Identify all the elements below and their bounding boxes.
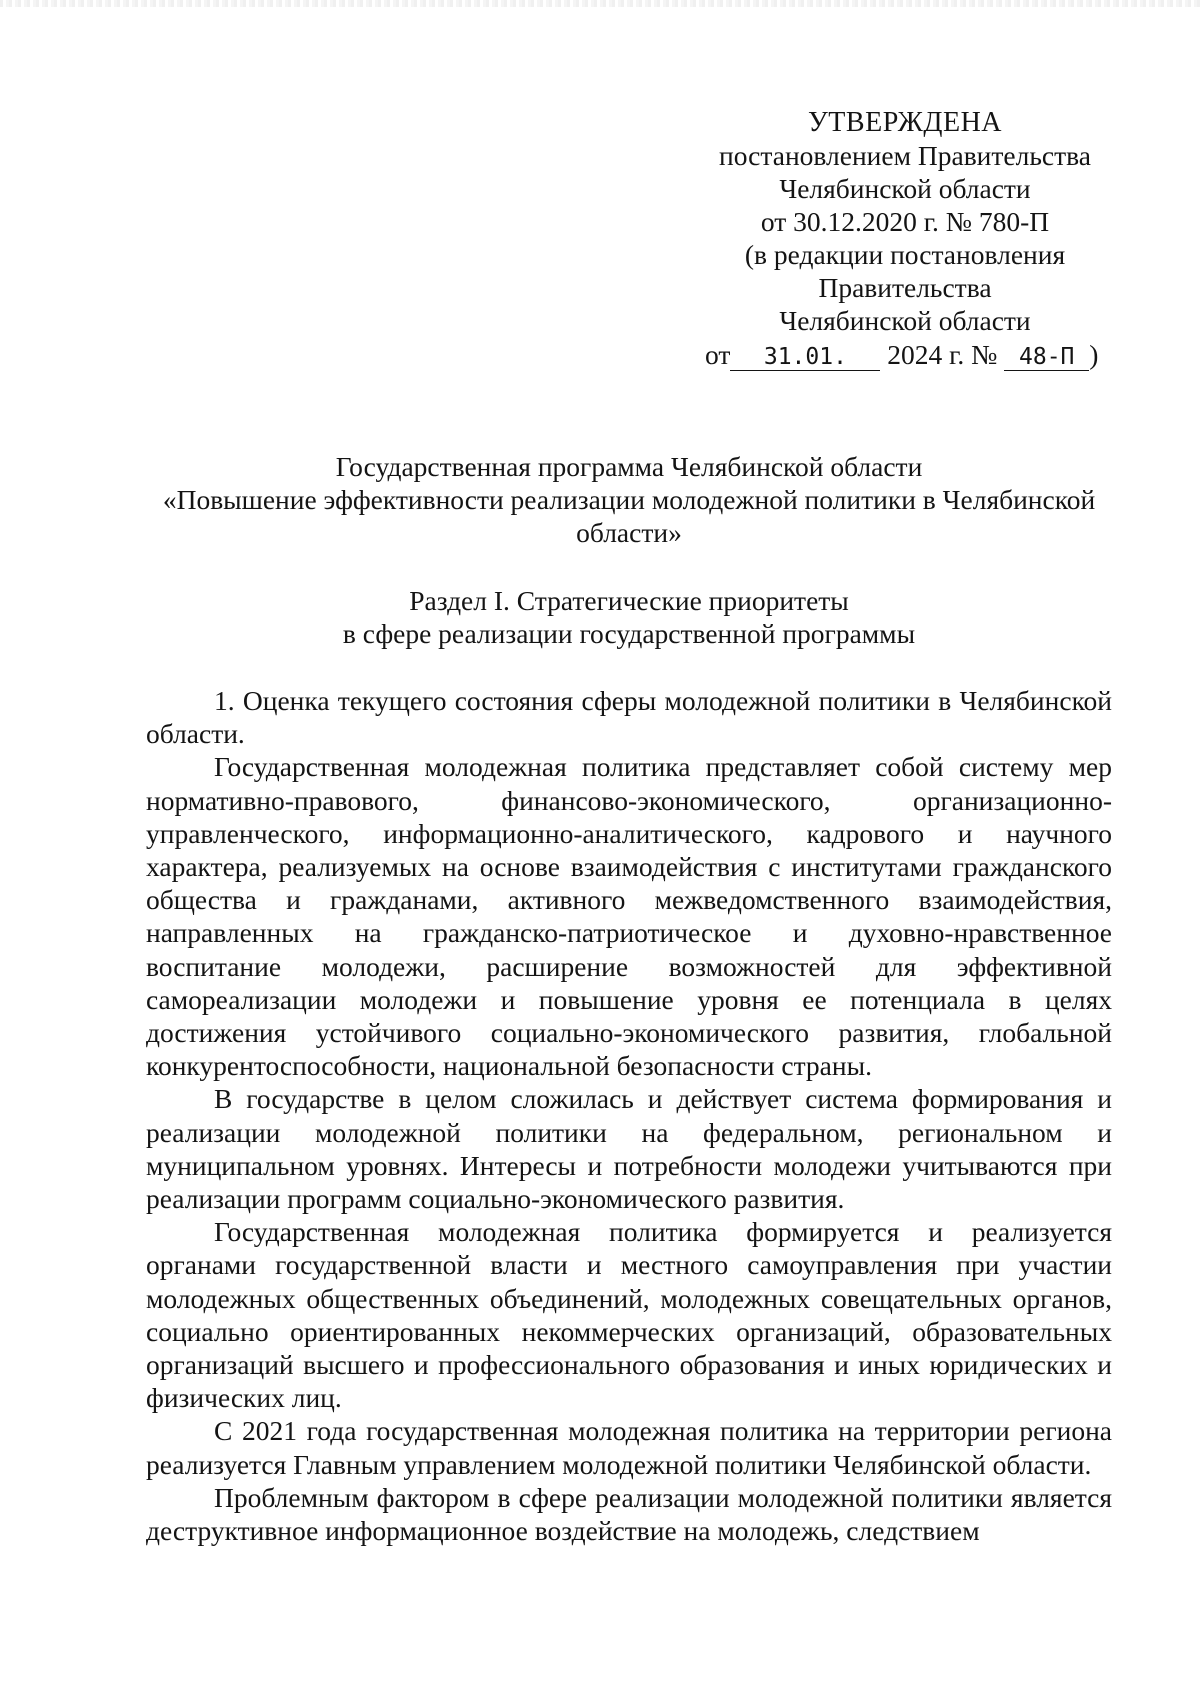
scan-edge-artifact (0, 0, 1200, 7)
body-text (146, 684, 1112, 1547)
amendment-date-field: 31.01. (730, 344, 880, 371)
amendment-year: 2024 г. № (887, 339, 998, 370)
approval-line: Правительства (818, 272, 992, 303)
section-line: в сфере реализации государственной программы (342, 618, 916, 649)
paragraph: С 2021 года государственная молодежная политика на территории региона реализуется Главным управлением молодежной политики Челябинской области. (146, 1415, 1112, 1480)
title-line: области» (576, 517, 682, 548)
amendment-order-line (705, 338, 1105, 371)
paragraph: В государстве в целом сложилась и действует система формирования и реализации молодежной политики на федеральном, региональном и муниципальном уровнях. Интересы и потребности молодежи учитываются при реализации программ социально-экономического развития. (146, 1083, 1112, 1215)
approval-line: Челябинской области (779, 173, 1031, 204)
title-line: «Повышение эффективности реализации молодежной политики в Челябинской (162, 484, 1096, 515)
amendment-number-field: 48-П (1004, 344, 1089, 371)
paragraph: Проблемным фактором в сфере реализации молодежной политики является деструктивное информационное воздействие на молодежь, следствием (146, 1481, 1112, 1547)
paragraph: 1. Оценка текущего состояния сферы молодежной политики в Челябинской области. (146, 685, 1112, 750)
approval-heading: УТВЕРЖДЕНА (807, 107, 1003, 138)
amendment-suffix: ) (1089, 339, 1099, 370)
approval-line: постановлением Правительства (719, 140, 1091, 171)
section-heading (146, 584, 1112, 650)
paragraph: Государственная молодежная политика представляет собой систему мер нормативно-правового, финансово-экономического, организационно-управленческого, информационно-аналитического, кадрового и научного характера, реализуемых на основе взаимодействия с институтами гражданского общества и гражданами, активного межведомственного взаимодействия, направленных на гражданско-патриотическое и духовно-нравственное воспитание молодежи, расширение возможностей для эффективной самореализации молодежи и повышение уровня ее потенциала в целях достижения устойчивого социально-экономического развития, глобальной конкурентоспособности, национальной безопасности страны. (146, 751, 1112, 1082)
section-line: Раздел I. Стратегические приоритеты (409, 585, 849, 616)
approval-line: (в редакции постановления (744, 239, 1066, 270)
approval-line: от 30.12.2020 г. № 780-П (760, 206, 1050, 237)
paragraph: Государственная молодежная политика формируется и реализуется органами государственной власти и местного самоуправления при участии молодежных общественных объединений, молодежных совещательных органов, социально ориентированных некоммерческих организаций, образовательных организаций высшего и профессионального образования и иных юридических и физических лиц. (146, 1216, 1112, 1414)
approval-stamp-block (705, 106, 1105, 337)
program-title (146, 450, 1112, 549)
amendment-prefix: от (705, 339, 731, 370)
title-line: Государственная программа Челябинской области (335, 451, 923, 482)
approval-line: Челябинской области (779, 305, 1031, 336)
